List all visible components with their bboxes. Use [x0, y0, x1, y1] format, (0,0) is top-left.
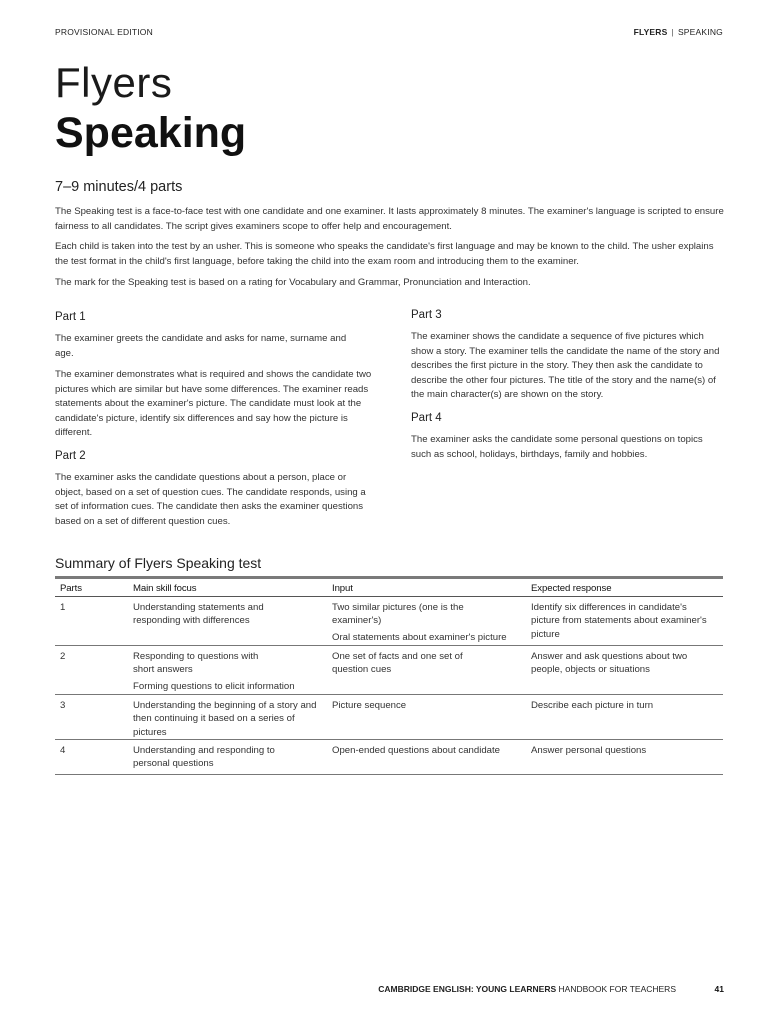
- part-1-heading: Part 1: [55, 311, 86, 323]
- header-separator: |: [671, 27, 674, 37]
- cell-skill-line: Forming questions to elicit information: [133, 680, 295, 692]
- page-title-bold: Speaking: [55, 109, 247, 157]
- part-1-paragraph-1: The examiner greets the candidate and asks for name, surname and age.: [55, 333, 347, 359]
- cell-skill: [133, 744, 298, 771]
- part-2-heading: Part 2: [55, 450, 86, 462]
- cell-response-line: Answer personal questions: [531, 745, 647, 756]
- table-row: [55, 597, 723, 646]
- cell-skill: [133, 699, 318, 739]
- cell-input: [332, 699, 522, 712]
- table-row: [55, 740, 723, 775]
- cell-input-line: Picture sequence: [332, 700, 407, 711]
- edition-label: PROVISIONAL EDITION: [55, 27, 153, 37]
- page-number: 41: [714, 984, 724, 994]
- table-row: [55, 646, 723, 695]
- cell-response-line: Answer and ask questions about two people, objects or situations: [531, 651, 688, 676]
- cell-response: [531, 601, 711, 641]
- cell-input-line: Two similar pictures (one is the examiner's): [332, 602, 464, 627]
- cell-response: [531, 699, 716, 712]
- cell-skill-line: Understanding the beginning of a story and then continuing it based on a series of pictures: [133, 700, 317, 738]
- cell-part: 2: [60, 651, 66, 662]
- running-header-right: [634, 27, 723, 37]
- cell-response-line: Identify six differences in candidate's picture from statements about examiner's picture: [531, 602, 707, 640]
- cell-response: [531, 744, 716, 757]
- table-header-row: [55, 579, 723, 597]
- intro-paragraph-1: The Speaking test is a face-to-face test with one candidate and one examiner. It lasts approximately 8 minutes. The examiner's language is scripted to ensure fairness to all candidates. The script gives examiners scope to offer help and encouragement.: [55, 206, 724, 232]
- part-1-paragraph-2: The examiner demonstrates what is required and shows the candidate two pictures which are similar but have some differences. The examiner reads statements about the examiner's picture. The candidate must look at the candidate's picture, identify six differences and say how the picture is different.: [55, 369, 372, 439]
- cell-input: [332, 744, 527, 757]
- summary-title: Summary of Flyers Speaking test: [55, 555, 262, 571]
- duration-heading: 7–9 minutes/4 parts: [55, 179, 183, 195]
- part-4-heading: Part 4: [411, 412, 442, 424]
- footer-handbook: HANDBOOK FOR TEACHERS: [558, 984, 676, 994]
- cell-input-line: Open-ended questions about candidate: [332, 745, 501, 756]
- summary-table: [55, 576, 723, 775]
- cell-input: [332, 601, 524, 644]
- cell-skill-line: Understanding and responding to personal questions: [133, 745, 275, 770]
- footer-publication: CAMBRIDGE ENGLISH: YOUNG LEARNERS: [378, 984, 557, 994]
- column-header-input: Input: [332, 583, 353, 594]
- cell-part: 3: [60, 700, 66, 711]
- part-4-paragraph-1: The examiner asks the candidate some personal questions on topics such as school, holidays, birthdays, family and hobbies.: [411, 434, 703, 460]
- cell-skill-line: Understanding statements and responding with differences: [133, 602, 264, 627]
- cell-skill: [133, 650, 323, 693]
- running-footer: [378, 984, 676, 994]
- page-title-light: Flyers: [55, 59, 173, 106]
- intro-paragraph-3: The mark for the Speaking test is based on a rating for Vocabulary and Grammar, Pronunciation and Interaction.: [55, 277, 531, 288]
- cell-response: [531, 650, 711, 677]
- intro-paragraph-2: Each child is taken into the test by an usher. This is someone who speaks the candidate's first language and may be known to the child. The usher explains the test format in the child's first language, before taking the child into the exam room and introducing them to the examiner.: [55, 241, 714, 267]
- cell-input-line: Oral statements about examiner's picture: [332, 631, 507, 643]
- part-2-paragraph-1: The examiner asks the candidate questions about a person, place or object, based on a set of question cues. The candidate responds, using a set of information cues. The candidate then asks the examiner questions based on a set of different question cues.: [55, 472, 366, 527]
- part-3-heading: Part 3: [411, 309, 442, 321]
- column-header-response: Expected response: [531, 583, 612, 594]
- cell-skill-line: Responding to questions with short answers: [133, 651, 259, 676]
- table-row: [55, 695, 723, 740]
- subsection-label: SPEAKING: [677, 27, 723, 37]
- cell-part: 4: [60, 745, 66, 756]
- part-3-paragraph-1: The examiner shows the candidate a sequence of five pictures which show a story. The examiner tells the candidate the name of the story and describes the first picture in the story. They then ask the candidate to describe the other four pictures. The title of the story and the name(s) of the main character(s) are shown on the story.: [411, 331, 720, 401]
- cell-skill: [133, 601, 303, 628]
- cell-input-line: One set of facts and one set of question cues: [332, 651, 463, 676]
- cell-part: 1: [60, 602, 66, 613]
- section-label: FLYERS: [633, 27, 668, 37]
- cell-response-line: Describe each picture in turn: [531, 700, 654, 711]
- running-header-left: [55, 27, 153, 37]
- column-header-skill: Main skill focus: [133, 583, 197, 594]
- column-header-parts: Parts: [60, 583, 82, 594]
- cell-input: [332, 650, 482, 677]
